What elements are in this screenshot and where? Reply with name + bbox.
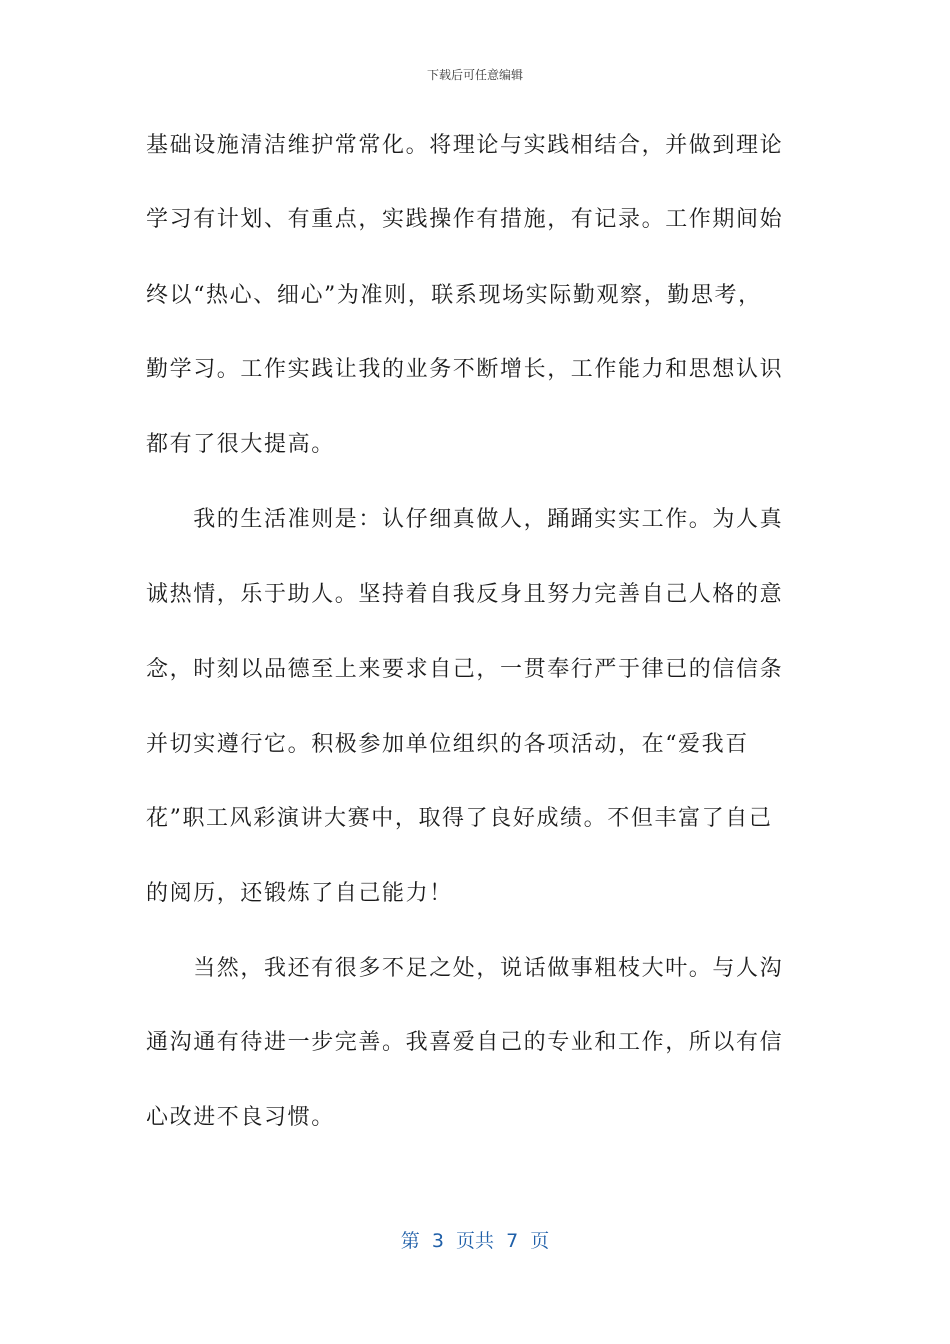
body-line: 诚热情，乐于助人。坚持着自我反身且努力完善自己人格的意 — [146, 582, 784, 607]
page-number: 第 3 页共 7 页 — [400, 1230, 550, 1252]
body-line: 的阅历，还锻炼了自己能力！ — [146, 881, 453, 906]
body-line: 并切实遵行它。积极参加单位组织的各项活动，在“爱我百 — [146, 732, 749, 757]
body-line: 终以“热心、细心”为准则，联系现场实际勤观察，勤思考， — [146, 283, 762, 308]
body-line: 勤学习。工作实践让我的业务不断增长，工作能力和思想认识 — [146, 357, 784, 382]
header-note: 下载后可任意编辑 — [426, 68, 523, 82]
body-line: 念，时刻以品德至上来要求自己，一贯奉行严于律已的信信条 — [146, 657, 784, 682]
body-line: 通沟通有待进一步完善。我喜爱自己的专业和工作，所以有信 — [146, 1030, 784, 1055]
body-line: 学习有计划、有重点，实践操作有措施，有记录。工作期间始 — [146, 207, 784, 232]
body-line: 花”职工风彩演讲大赛中，取得了良好成绩。不但丰富了自己 — [146, 806, 773, 831]
body-line: 基础设施清洁维护常常化。将理论与实践相结合，并做到理论 — [146, 133, 784, 158]
body-line: 心改进不良习惯。 — [146, 1105, 335, 1130]
body-line: 当然，我还有很多不足之处，说话做事粗枝大叶。与人沟 — [146, 956, 784, 981]
body-line: 我的生活准则是：认仔细真做人，踊踊实实工作。为人真 — [146, 507, 784, 532]
body-line: 都有了很大提高。 — [146, 432, 335, 457]
